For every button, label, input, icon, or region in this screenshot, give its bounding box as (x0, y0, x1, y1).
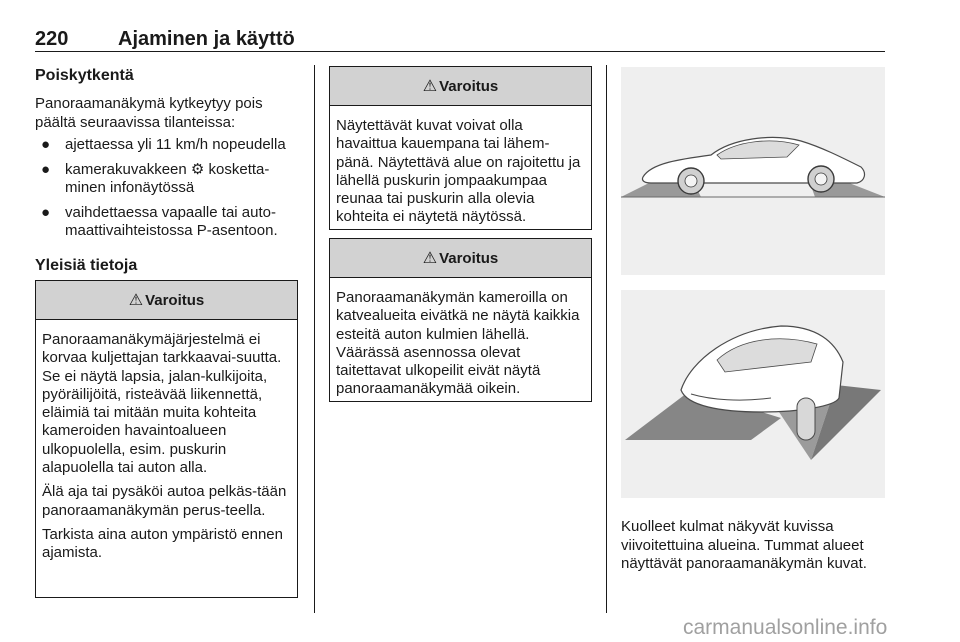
left-column (35, 66, 299, 276)
warning-header (330, 239, 591, 278)
warning-title: Varoitus (145, 291, 205, 309)
list-item: ● kamerakuvakkeen ⚙ kosketta-minen infonäytössä (41, 160, 270, 196)
chapter-title: Ajaminen ja käyttö (118, 28, 295, 50)
warning-paragraph: Tarkista aina auton ympäristö ennen ajamista. (42, 525, 283, 562)
figure-car-front-view (621, 290, 885, 498)
condition-list (35, 136, 299, 241)
list-item: ● vaihdettaessa vapaalle tai auto-maattivaihteistossa P-asentoon. (41, 203, 278, 239)
warning-header (330, 67, 591, 106)
warning-body (36, 320, 297, 563)
warning-paragraph: Älä aja tai pysäköi autoa pelkäs-tään panoraamanäkymän perus-teella. (42, 483, 287, 519)
header-rule (35, 51, 885, 52)
warning-box-1 (35, 280, 298, 598)
figure-caption: Kuolleet kulmat näkyvät kuvissa viivoitettuina alueina. Tummat alueet näyttävät panoraamanäkymän kuvat. (621, 518, 867, 572)
figure-car-side-view (621, 67, 885, 275)
warning-paragraph: Panoraamanäkymäjärjestelmä ei korvaa kuljettajan tarkkaavai-suutta. Se ei näytä lapsia, jalan-kulkijoita, pyöräilijöitä, risteävää liikennettä, eläimiä tai mitään muita kohteita kameroiden havaintoalueen ulkopuolella, esim. puskurin alapuolella tai auton alla. (42, 331, 282, 477)
warning-paragraph: Panoraamanäkymän kameroilla on katvealueita eivätkä ne näytä kaikkia esteitä auton kulmien lähellä. Väärässä asennossa olevat taitettavat ulkopeilit eivät näytä panoraamanäkymää oikein. (336, 289, 580, 398)
bullet-dot: ● (41, 136, 51, 153)
section-title-yleisia-tietoja: Yleisiä tietoja (35, 256, 138, 274)
warning-box-2 (329, 66, 592, 230)
car-side-illustration (621, 67, 885, 275)
column-divider-2 (606, 65, 607, 613)
bullet-dot: ● (41, 203, 51, 221)
watermark-text: carmanualsonline.info (683, 616, 888, 639)
page-number: 220 (35, 28, 69, 50)
column-divider-1 (314, 65, 315, 613)
car-front-illustration (621, 290, 885, 498)
bullet-dot: ● (41, 160, 51, 178)
warning-icon: ⚠ (128, 292, 144, 309)
warning-icon: ⚠ (422, 250, 438, 267)
section-title-poiskytkenta: Poiskytkentä (35, 67, 134, 84)
warning-box-3 (329, 238, 592, 402)
warning-icon: ⚠ (422, 78, 438, 95)
intro-paragraph: Panoraamanäkymä kytkeytyy pois päältä seuraavissa tilanteissa: (35, 95, 263, 131)
warning-header (36, 281, 297, 320)
warning-title: Varoitus (439, 77, 499, 95)
warning-body (330, 278, 591, 399)
warning-paragraph: Näytettävät kuvat voivat olla havaittua kauempana tai lähem-pänä. Näytettävä alue on rajoitettu ja lähellä puskurin jompaakumpaa reunaa tai puskurin alla olevia kohteita ei näytetä näytössä. (336, 117, 581, 226)
page-header (35, 28, 885, 50)
warning-title: Varoitus (439, 249, 499, 267)
warning-body (330, 106, 591, 227)
list-item: ● ajettaessa yli 11 km/h nopeudella (41, 136, 286, 153)
